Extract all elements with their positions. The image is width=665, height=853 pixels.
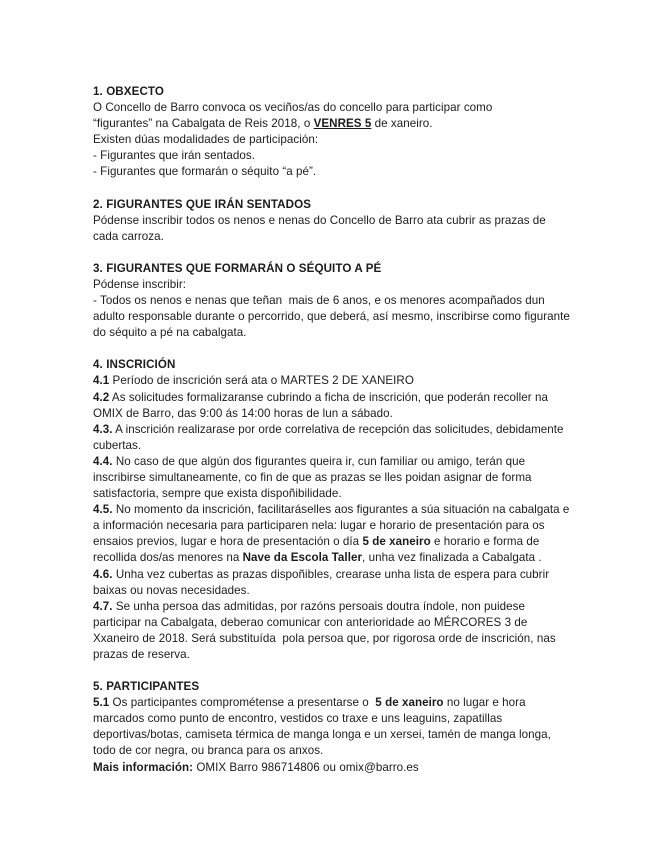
section-heading-obxecto: 1. OBXECTO [93, 85, 165, 98]
clause-5-1-text-1: Os participantes comprométense a presentarse o [109, 696, 376, 710]
clause-4-4 [93, 454, 571, 502]
clause-4-5-text-1: No momento da inscrición, facilitaráselles aos figurantes a súa situación na cabalgata e a información necesaria para participaren nela: lugar e horario de presentación para os ensaios previos, lugar e hora de presentación o día [93, 503, 573, 549]
section-figurantes-sentados-paragraph: Pódense inscribir todos os nenos e nenas do Concello de Barro ata cubrir as prazas de cada carroza. [93, 213, 550, 243]
clause-4-5-text-2: e horario e forma de recollida dos/as menores na [93, 535, 543, 565]
clause-4-7-number: 4.7. [93, 599, 113, 613]
clause-4-6-number: 4.6. [93, 567, 113, 581]
clause-4-2 [93, 390, 571, 422]
footer-contact-line [93, 760, 571, 776]
obxecto-emphasis-venres: VENRES 5 [313, 117, 372, 131]
clause-5-1 [93, 695, 571, 759]
clause-4-3-text: A inscrición realizarase por orde correlativa de recepción das solicitudes, debidamente cubertas. [93, 422, 567, 452]
section-figurantes-sentados [93, 197, 571, 245]
clause-4-5 [93, 502, 571, 566]
section-figurantes-sequito-item: - Todos os nenos e nenas que teñan mais de 6 anos, e os menores acompañados dun adulto responsable durante o percorrido, que deberá, así mesmo, inscribirse como figurante do séquito a pé na cabalgata. [93, 294, 574, 340]
clause-4-7 [93, 599, 571, 663]
footer-contact-value: OMIX Barro 986714806 ou omix@barro.es [193, 760, 419, 774]
clause-5-1-bold-date: 5 de xaneiro [375, 696, 444, 710]
obxecto-line-3: Existen dúas modalidades de participación: [93, 133, 319, 147]
document-body [93, 84, 574, 776]
obxecto-line-5: - Figurantes que formarán o séquito “a pé”. [93, 165, 317, 179]
clause-4-6 [93, 567, 571, 599]
clause-4-4-text: No caso de que algún dos figurantes queira ir, cun familiar ou amigo, terán que inscribirse simultaneamente, co fin de que as prazas se lles poidan asignar de forma satisfactoria, sempre que exista dispoñibilidade. [93, 454, 535, 501]
section-obxecto-paragraph [93, 100, 571, 180]
clause-4-1 [93, 373, 571, 389]
section-inscricion [93, 357, 571, 663]
clause-4-1-number: 4.1 [93, 374, 110, 388]
section-obxecto [93, 84, 571, 181]
clause-4-2-number: 4.2 [93, 390, 110, 404]
section-heading-figurantes-sequito: 3. FIGURANTES QUE FORMARÁN O SÉQUITO A PÉ [93, 261, 382, 275]
section-figurantes-sequito-intro: Pódense inscribir: [93, 277, 187, 291]
obxecto-line-1: O Concello de Barro convoca os veciños/as do concello para participar como [93, 101, 493, 115]
clause-4-5-text-3: , unha vez finalizada a Cabalgata . [362, 551, 542, 565]
section-figurantes-sequito [93, 261, 574, 341]
section-participantes [93, 679, 571, 759]
clause-4-2-text: As solicitudes formalizaranse cubrindo a ficha de inscrición, que poderán recoller na OMIX de Barro, das 9:00 ás 14:00 horas de lun a sábado. [93, 390, 552, 420]
clause-4-6-text: Unha vez cubertas as prazas dispoñibles, crearase unha lista de espera para cubrir baixas ou novas necesidades. [93, 567, 553, 597]
clause-4-1-text: Período de inscrición será ata o MARTES 2 DE XANEIRO [109, 374, 414, 388]
clause-4-4-number: 4.4. [93, 454, 113, 468]
clause-4-5-number: 4.5. [93, 503, 113, 517]
section-heading-inscricion: 4. INSCRICIÓN [93, 358, 176, 372]
obxecto-line-4: - Figurantes que irán sentados. [93, 149, 256, 163]
clause-5-1-text-2: no lugar e hora marcados como punto de encontro, vestidos co traxe e uns leaguins, zapatillas deportivas/botas, camiseta térmica de manga longa e un xersei, tamén de manga longa, todo de cor negra, ou branca para os anxos. [93, 696, 555, 758]
section-heading-figurantes-sentados: 2. FIGURANTES QUE IRÁN SENTADOS [93, 197, 312, 211]
clause-5-1-number: 5.1 [93, 696, 110, 710]
clause-4-7-text: Se unha persoa das admitidas, por razóns persoais doutra índole, non puidese participar na Cabalgata, deberao comunicar con anterioridade ao MÉRCORES 3 de Xxaneiro de 2018. Será substituída pola persoa que, por rigorosa orde de inscrición, nas prazas de reserva. [93, 599, 559, 661]
clause-4-5-bold-venue: Nave da Escola Taller [242, 551, 363, 565]
obxecto-line-2a: “figurantes” na Cabalgata de Reis 2018, o [93, 117, 314, 131]
clause-4-5-bold-date: 5 de xaneiro [362, 535, 431, 549]
footer-label: Mais información: [93, 760, 194, 774]
clause-4-3 [93, 422, 571, 454]
section-heading-participantes: 5. PARTICIPANTES [93, 680, 200, 694]
clause-4-3-number: 4.3. [93, 422, 113, 436]
obxecto-line-2b: de xaneiro. [371, 117, 433, 131]
